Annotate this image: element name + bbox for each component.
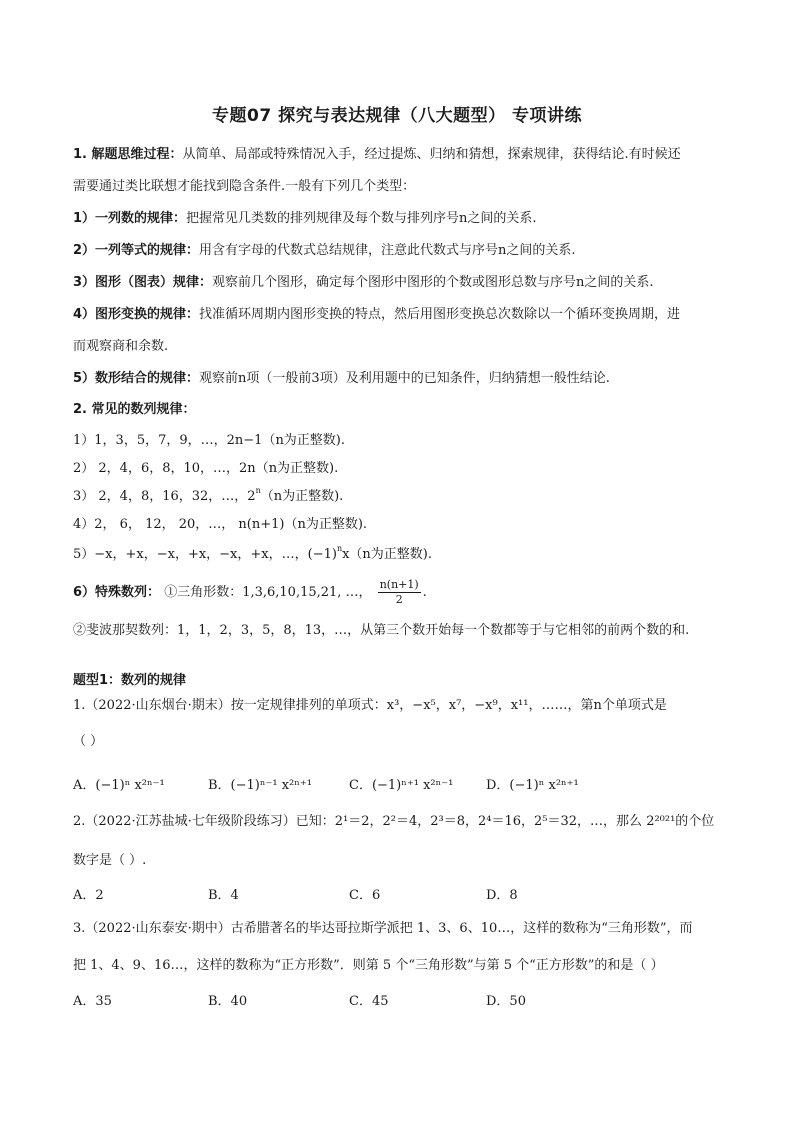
s1-type3-text: 观察前几个图形，确定每个图形中图形的个数或图形总数与序号n之间的关系. [212, 275, 654, 290]
q3-option-d[interactable]: D．50 [486, 994, 526, 1009]
s1-heading: 1. 解题思维过程： [73, 147, 183, 162]
q2-line2: 数字是（ ）. [73, 853, 147, 868]
s1-text1: 从简单、局部或特殊情况入手，经过提炼、归纳和猜想，探索规律，获得结论.有时候还 [182, 147, 681, 162]
s1-type2 [73, 242, 576, 260]
q1-option-c[interactable]: C．(−1)ⁿ⁺¹ x²ⁿ⁻¹ [349, 778, 454, 793]
s1-type4 [73, 306, 680, 324]
s1-type3 [73, 274, 654, 292]
s1-type1-head: 1）一列数的规律： [73, 211, 187, 226]
fraction-denominator: 2 [395, 593, 403, 606]
q2-option-d[interactable]: D．8 [486, 888, 518, 903]
s1-type5-head: 5）数形结合的规律： [73, 371, 200, 386]
triangular-fraction [378, 578, 421, 607]
s2-row4-seq: 4）2， 6， 12， 20，…， n(n+1)（ [73, 517, 298, 532]
s2-row4 [73, 516, 367, 534]
s1-line2: 需要通过类比联想才能找到隐含条件.一般有下列几个类型： [73, 179, 416, 194]
q2-option-a[interactable]: A．2 [73, 888, 104, 903]
s2-row6-seq: ①三角形数：1,3,6,10,15,21, …， [164, 585, 372, 600]
q1-option-a[interactable]: A．(−1)ⁿ x²ⁿ⁻¹ [73, 778, 165, 793]
s1-type5 [73, 370, 610, 388]
s2-heading: 2. 常见的数列规律： [73, 402, 196, 417]
q3-option-a[interactable]: A．35 [73, 994, 112, 1009]
s2-row2-note: n为正整数). [268, 461, 339, 476]
q1-stem: 1.（2022·山东烟台·期末）按一定规律排列的单项式： [73, 698, 387, 713]
q2-line1: 2.（2022·江苏盐城·七年级阶段练习）已知：2¹＝2，2²＝4，2³＝8，2⁴＝16，2⁵＝32，…，那么 2²⁰²¹的个位 [73, 814, 715, 829]
s1-type4-head: 4）图形变换的规律： [73, 307, 200, 322]
q1-option-b[interactable]: B．(−1)ⁿ⁻¹ x²ⁿ⁺¹ [208, 778, 312, 793]
s2-row5-exp: n [336, 544, 343, 553]
s1-type1 [73, 210, 537, 228]
q3-option-c[interactable]: C．45 [349, 994, 389, 1009]
q1-answer-paren: （ ） [73, 734, 104, 749]
s2-row1 [73, 432, 345, 450]
s2-row3-seq: 3） 2，4，8，16，32，…，2 [73, 489, 256, 504]
s2-row2 [73, 460, 338, 478]
q3-line2: 把 1、4、9、16…，这样的数称为“正方形数”．则第 5 个“三角形数”与第 5 个“正方形数”的和是（ ） [73, 958, 664, 973]
s1-type1-text: 把握常见几类数的排列规律及每个数与排列序号n之间的关系. [186, 211, 537, 226]
type1-heading: 题型1：数列的规律 [73, 673, 187, 688]
s2-row5-note: x（n为正整数). [342, 547, 433, 562]
q3-option-b[interactable]: B．40 [208, 994, 248, 1009]
s1-type2-head: 2）一列等式的规律： [73, 243, 200, 258]
s2-row5 [73, 546, 432, 564]
s2-row7: ②斐波那契数列：1，1，2，3，5，8，13，…，从第三个数开始每一个数都等于与它相邻的前两个数的和. [73, 623, 690, 638]
q1-terms: x³，−x⁵，x⁷，−x⁹，x¹¹，……，第 [386, 698, 594, 713]
q2-option-b[interactable]: B．4 [208, 888, 239, 903]
q1-option-d[interactable]: D．(−1)ⁿ x²ⁿ⁺¹ [486, 778, 579, 793]
s2-row6-end: . [422, 585, 427, 600]
s1-type5-text: 观察前n项（一般前3项）及利用题中的已知条件，归纳猜想一般性结论. [199, 371, 610, 386]
s2-row1-seq: 1）1，3，5，7，9，…，2n−1（ [73, 433, 276, 448]
q1-stem-end: n个单项式是 [593, 698, 667, 713]
s2-row3 [73, 488, 343, 506]
s1-type2-text: 用含有字母的代数式总结规律，注意此代数式与序号n之间的关系. [199, 243, 576, 258]
s1-type4-cont: 而观察商和余数. [73, 339, 169, 354]
s2-row6 [73, 578, 427, 607]
page-title: 专题07 探究与表达规律（八大题型） 专项讲练 [212, 106, 582, 126]
s2-row4-note: n为正整数). [297, 517, 368, 532]
q1-line1 [73, 697, 667, 715]
s1-line1 [73, 146, 681, 164]
q3-line1: 3.（2022·山东泰安·期中）古希腊著名的毕达哥拉斯学派把 1、3、6、10…，这样的数称为“三角形数”，而 [73, 921, 693, 936]
s2-row5-seq: 5）−x，+x，−x，+x，−x，+x，…，(−1) [73, 547, 337, 562]
s2-row2-seq: 2） 2，4，6，8，10，…，2n（ [73, 461, 269, 476]
s2-row3-note: （n为正整数). [260, 489, 344, 504]
s2-row3-exp: n [255, 486, 261, 495]
q2-option-c[interactable]: C．6 [349, 888, 381, 903]
s1-type4-text: 找准循环周期内图形变换的特点，然后用图形变换总次数除以一个循环变换周期，进 [199, 307, 681, 322]
s2-row1-note: n为正整数). [275, 433, 346, 448]
s2-row6-head: 6）特殊数列： [73, 585, 161, 600]
fraction-numerator: n(n+1) [379, 578, 419, 591]
s1-type3-head: 3）图形（图表）规律： [73, 275, 213, 290]
